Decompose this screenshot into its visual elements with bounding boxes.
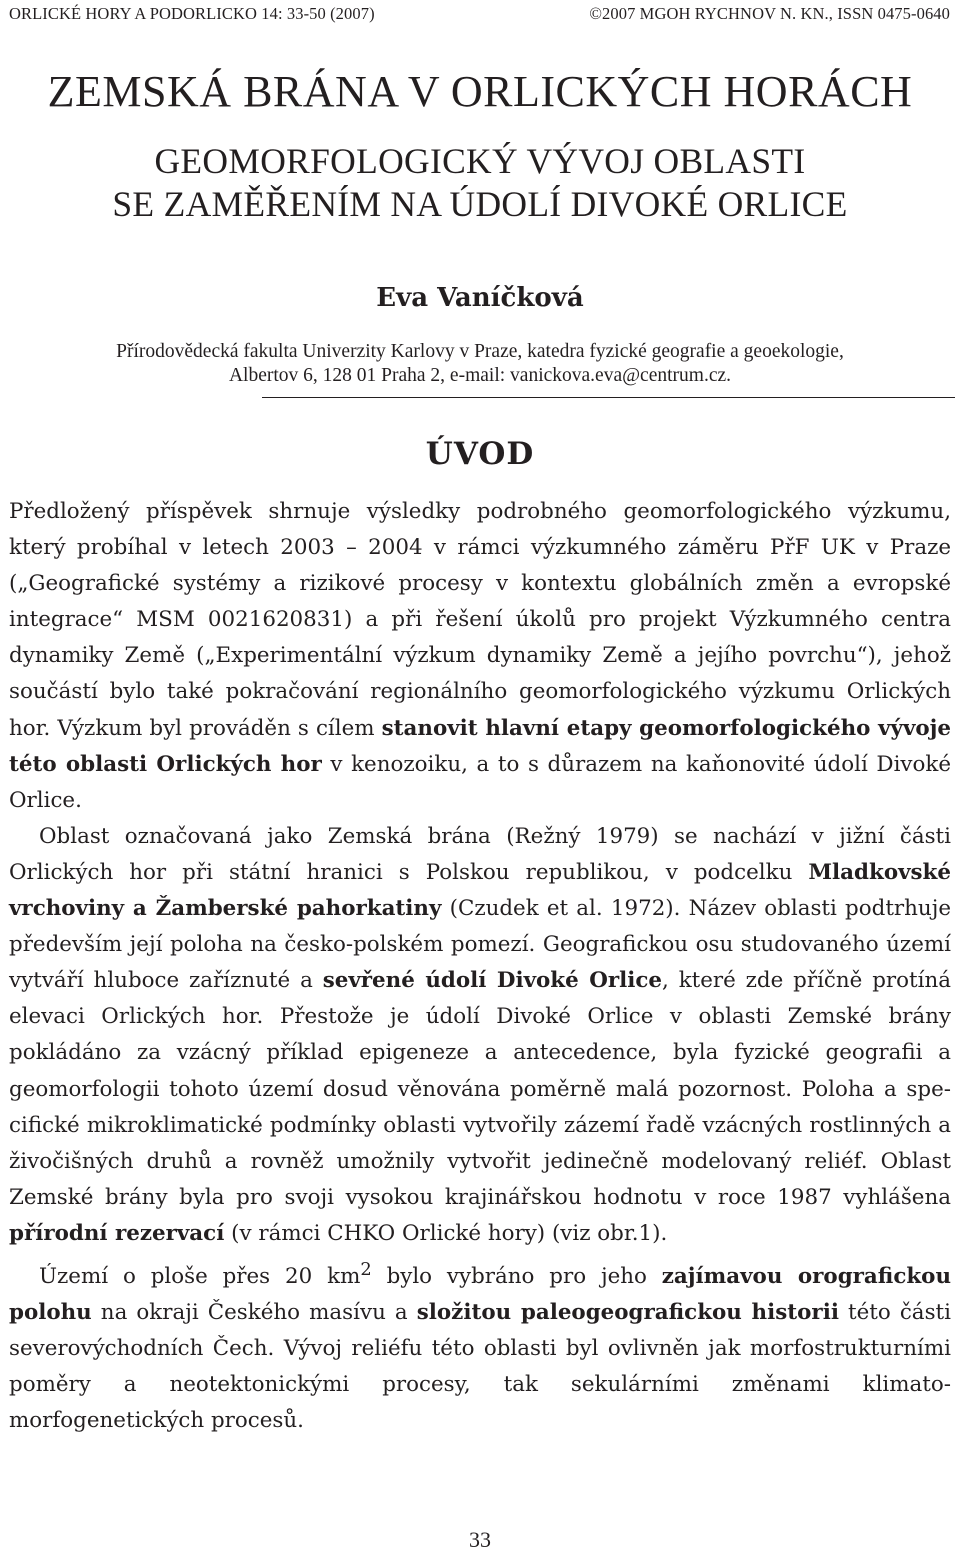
affiliation-line-1: Přírodovědecká fakulta Univerzity Karlovy v Praze, katedra fyzické geografie a geoekologie, <box>116 341 844 362</box>
text-run: , které zde příčně protíná elevaci Orlických hor. Přestože je údolí Divoké Orlice v oblasti Zemské brány pokládáno za vzácný příklad epigeneze a antecedence, byla fyzické geografii a geomorfologii tohoto území dosud věnována poměrně malá pozornost. Poloha a specifické mikroklimatické podmínky oblasti vytvořily zázemí řadě vzácných rostlinných a živočišných druhů a rovněž umožnily vytvořit jedinečně modelovaný reliéf. Oblast Zemské brány byla pro svoji vysokou krajinářskou hodnotu v roce 1987 vyhlášena <box>9 968 951 1210</box>
page-number: 33 <box>469 1527 491 1552</box>
emphasis: stanovit hlavní etapy geomorfologického vývoje této oblasti Orlických hor <box>9 715 952 777</box>
text-run: této části severovýchodních Čech. Vývoj reliéfu této oblasti byl ovlivněn jak morfostrukturními poměry a neotektonickými procesy, tak sekulárními změnami klimato-morfogenetických procesů. <box>9 1300 951 1434</box>
paragraph-2 <box>9 819 951 1252</box>
running-head-journal: ORLICKÉ HORY A PODORLICKO 14: 33-50 (2007) <box>9 4 375 23</box>
emphasis: složitou paleogeografickou historii <box>416 1300 839 1326</box>
paragraph-1 <box>9 494 951 819</box>
article-subtitle-line-1: GEOMORFOLOGICKÝ VÝVOJ OBLASTI <box>154 141 806 181</box>
header-divider <box>262 397 955 398</box>
text-run: v kenozoiku, a to s důrazem na kaňonovité údolí Divoké Orlice. <box>9 751 951 813</box>
text-run: na okraji Českého masívu a <box>91 1300 417 1326</box>
superscript: 2 <box>360 1258 372 1280</box>
text-run: bylo vybráno pro jeho <box>371 1264 662 1290</box>
author-name: Eva Vaníčková <box>376 283 584 313</box>
emphasis: zajímavou orografickou polohu <box>9 1264 952 1326</box>
text-run: (v rámci CHKO Orlické hory) (viz obr.1). <box>224 1220 668 1246</box>
emphasis: sevřené údolí Divoké Orlice <box>322 968 663 994</box>
section-heading: ÚVOD <box>425 436 535 472</box>
article-title: ZEMSKÁ BRÁNA V ORLICKÝCH HORÁCH <box>47 67 913 116</box>
paragraph-3 <box>9 1252 951 1440</box>
emphasis: přírodní rezervací <box>9 1220 225 1246</box>
text-run: Předložený příspěvek shrnuje výsledky podrobného geomorfologického výzkumu, který probíhal v letech 2003 – 2004 v rámci výzkumného záměru PřF UK v Praze („Geografické systémy a rizikové procesy v kontextu globálních změn a evropské integrace“ MSM 0021620831) a při řešení úkolů pro projekt Výzkumného centra dynamiky Země („Experimentální výzkum dynamiky Země a jejího povrchu“), jehož součástí bylo také pokračování regionálního geomorfologického výzkumu Orlických hor. Výzkum byl prováděn s cílem <box>9 499 951 741</box>
text-run: Oblast označovaná jako Zemská brána (Režný 1979) se nachází v jižní části Orlických hor při státní hranici s Polskou republikou, v podcelku <box>9 823 951 885</box>
running-head-publisher: ©2007 MGOH RYCHNOV N. KN., ISSN 0475-0640 <box>589 4 950 23</box>
body-text <box>9 494 951 1440</box>
text-run: (Czudek et al. 1972). Název oblasti podtrhuje především její poloha na česko-polském pomezí. Geografickou osu studovaného území vytváří hluboce zaříznuté a <box>9 896 951 994</box>
article-subtitle-line-2: SE ZAMĚŘENÍM NA ÚDOLÍ DIVOKÉ ORLICE <box>112 184 848 224</box>
emphasis: Mladkovské vrchoviny a Žamberské pahorkatiny <box>9 859 951 922</box>
text-run: Území o ploše přes 20 km <box>39 1264 361 1290</box>
affiliation-line-2: Albertov 6, 128 01 Praha 2, e-mail: vanickova.eva@centrum.cz. <box>228 365 732 386</box>
